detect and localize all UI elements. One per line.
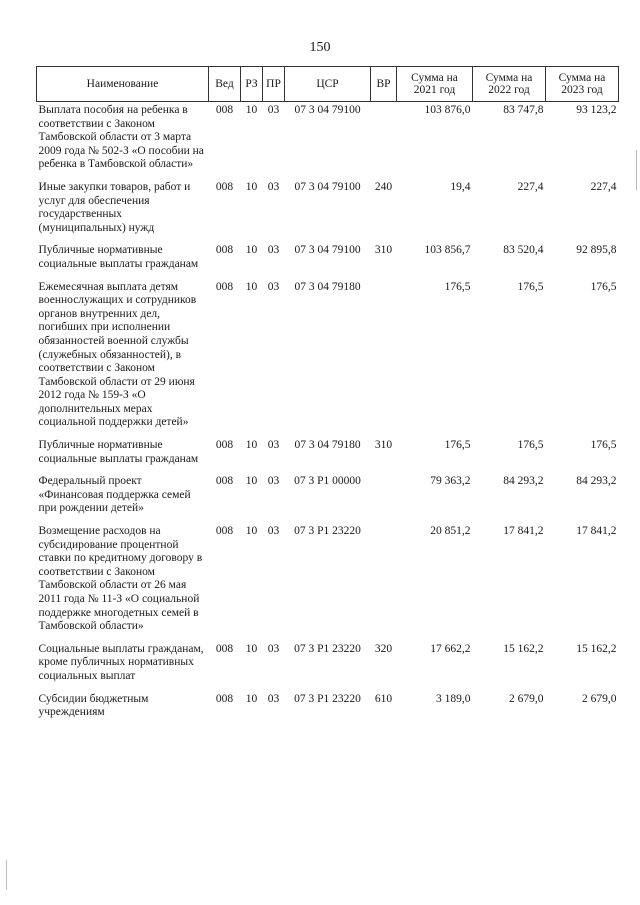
row-vr — [371, 516, 397, 634]
row-sum-2023: 84 293,2 — [576, 475, 617, 488]
row-rz: 10 — [245, 475, 258, 488]
row-vr: 310 — [374, 244, 393, 257]
row-sum-2023: 15 162,2 — [576, 642, 617, 655]
row-name: Ежемесячная выплата детям военнослужащих и сотрудников органов внутренних дел, погибших при исполнении обязанностей военной службы (служебных обязанностей), в соответствии с Законом Тамбовской области от 29 июня 2012 года № 159-З «О дополнительных мерах социальной поддержки детей» — [38, 280, 197, 429]
header-ved: Вед — [209, 67, 241, 102]
row-pr: 03 — [267, 439, 280, 452]
row-vr: 610 — [374, 692, 393, 705]
row-sum-2023: 93 123,2 — [576, 104, 617, 116]
row-csr: 07 3 Р1 23220 — [294, 525, 361, 538]
row-sum-2022: 227,4 — [517, 180, 544, 193]
header-name: Наименование — [37, 67, 209, 102]
row-csr: 07 3 04 79180 — [294, 439, 361, 452]
row-sum-2021: 3 189,0 — [436, 692, 471, 705]
row-name: Субсидии бюджетным учреждениям — [38, 692, 149, 719]
row-rz: 10 — [245, 280, 258, 293]
row-name: Социальные выплаты гражданам, кроме публичных нормативных социальных выплат — [38, 642, 204, 682]
table-row — [37, 172, 619, 235]
row-ved: 008 — [215, 642, 234, 655]
row-name: Выплата пособия на ребенка в соответствии с Законом Тамбовской области от 3 марта 2009 года № 502-З «О пособии на ребенка в Тамбовской области» — [38, 104, 204, 171]
row-ved: 008 — [215, 692, 234, 705]
row-pr: 03 — [267, 180, 280, 193]
row-sum-2023: 92 895,8 — [576, 244, 617, 257]
row-sum-2021: 20 851,2 — [430, 525, 471, 538]
row-pr: 03 — [267, 244, 280, 257]
row-sum-2022: 84 293,2 — [503, 475, 544, 488]
table-row — [37, 466, 619, 516]
row-csr: 07 3 04 79180 — [294, 280, 361, 293]
row-sum-2022: 176,5 — [517, 280, 544, 293]
row-sum-2022: 15 162,2 — [503, 642, 544, 655]
row-ved: 008 — [215, 280, 234, 293]
row-sum-2023: 176,5 — [590, 439, 617, 452]
row-rz: 10 — [245, 642, 258, 655]
row-name: Иные закупки товаров, работ и услуг для обеспечения государственных (муниципальных) нужд — [38, 180, 191, 234]
row-pr: 03 — [267, 475, 280, 488]
row-sum-2021: 176,5 — [444, 439, 471, 452]
header-vr: ВР — [371, 67, 397, 102]
row-ved: 008 — [215, 244, 234, 257]
page-number: 150 — [309, 40, 331, 55]
row-csr: 07 3 Р1 23220 — [294, 692, 361, 705]
table-row — [37, 516, 619, 634]
row-sum-2022: 17 841,2 — [503, 525, 544, 538]
row-rz: 10 — [245, 244, 258, 257]
row-vr — [371, 102, 397, 172]
row-sum-2022: 2 679,0 — [509, 692, 544, 705]
row-csr: 07 3 Р1 23220 — [294, 642, 361, 655]
row-pr: 03 — [267, 525, 280, 538]
row-name: Федеральный проект «Финансовая поддержка семей при рождении детей» — [38, 475, 191, 515]
row-ved: 008 — [215, 475, 234, 488]
budget-table — [36, 66, 619, 720]
row-rz: 10 — [245, 692, 258, 705]
row-sum-2021: 103 856,7 — [424, 244, 471, 257]
row-rz: 10 — [245, 525, 258, 538]
row-sum-2023: 17 841,2 — [576, 525, 617, 538]
row-sum-2022: 176,5 — [517, 439, 544, 452]
row-pr: 03 — [267, 280, 280, 293]
row-name: Публичные нормативные социальные выплаты гражданам — [38, 244, 199, 270]
table-row — [37, 430, 619, 466]
row-csr: 07 3 Р1 00000 — [294, 475, 361, 488]
row-vr: 310 — [374, 439, 393, 452]
row-csr: 07 3 04 79100 — [294, 244, 361, 257]
row-ved: 008 — [215, 439, 234, 452]
row-sum-2022: 83 520,4 — [503, 244, 544, 257]
table-header-row — [37, 67, 619, 102]
row-vr — [371, 466, 397, 516]
header-sum-2022: Сумма на 2022 год — [473, 67, 546, 102]
row-sum-2021: 17 662,2 — [430, 642, 471, 655]
row-sum-2021: 19,4 — [450, 180, 471, 193]
header-rz: РЗ — [241, 67, 263, 102]
row-name: Публичные нормативные социальные выплаты гражданам — [38, 439, 199, 465]
row-sum-2023: 176,5 — [590, 280, 617, 293]
row-name: Возмещение расходов на субсидирование процентной ставки по кредитному договору в соответствии с Законом Тамбовской области от 26 мая 2011 года № 11-З «О социальной поддержке многодетных семей в Тамбовской области» — [38, 525, 203, 633]
row-ved: 008 — [215, 180, 234, 193]
row-ved: 008 — [215, 104, 234, 116]
row-rz: 10 — [245, 104, 258, 116]
row-ved: 008 — [215, 525, 234, 538]
row-csr: 07 3 04 79100 — [294, 104, 361, 116]
row-pr: 03 — [267, 104, 280, 116]
row-pr: 03 — [267, 692, 280, 705]
header-pr: ПР — [263, 67, 285, 102]
row-pr: 03 — [267, 642, 280, 655]
row-sum-2021: 176,5 — [444, 280, 471, 293]
table-row — [37, 102, 619, 172]
row-sum-2021: 103 876,0 — [424, 104, 471, 116]
table-row — [37, 634, 619, 684]
table-row — [37, 235, 619, 271]
scan-edge-mark — [6, 860, 7, 890]
row-sum-2022: 83 747,8 — [503, 104, 544, 116]
table-row — [37, 684, 619, 720]
row-sum-2023: 227,4 — [590, 180, 617, 193]
header-sum-2023: Сумма на 2023 год — [546, 67, 619, 102]
header-sum-2021: Сумма на 2021 год — [397, 67, 473, 102]
header-csr: ЦСР — [285, 67, 371, 102]
row-rz: 10 — [245, 439, 258, 452]
table-row — [37, 272, 619, 431]
row-vr: 320 — [374, 642, 393, 655]
row-sum-2021: 79 363,2 — [430, 475, 471, 488]
row-vr: 240 — [374, 180, 393, 193]
row-vr — [371, 272, 397, 431]
row-csr: 07 3 04 79100 — [294, 180, 361, 193]
scan-edge-mark — [636, 150, 637, 190]
row-sum-2023: 2 679,0 — [582, 692, 617, 705]
row-rz: 10 — [245, 180, 258, 193]
